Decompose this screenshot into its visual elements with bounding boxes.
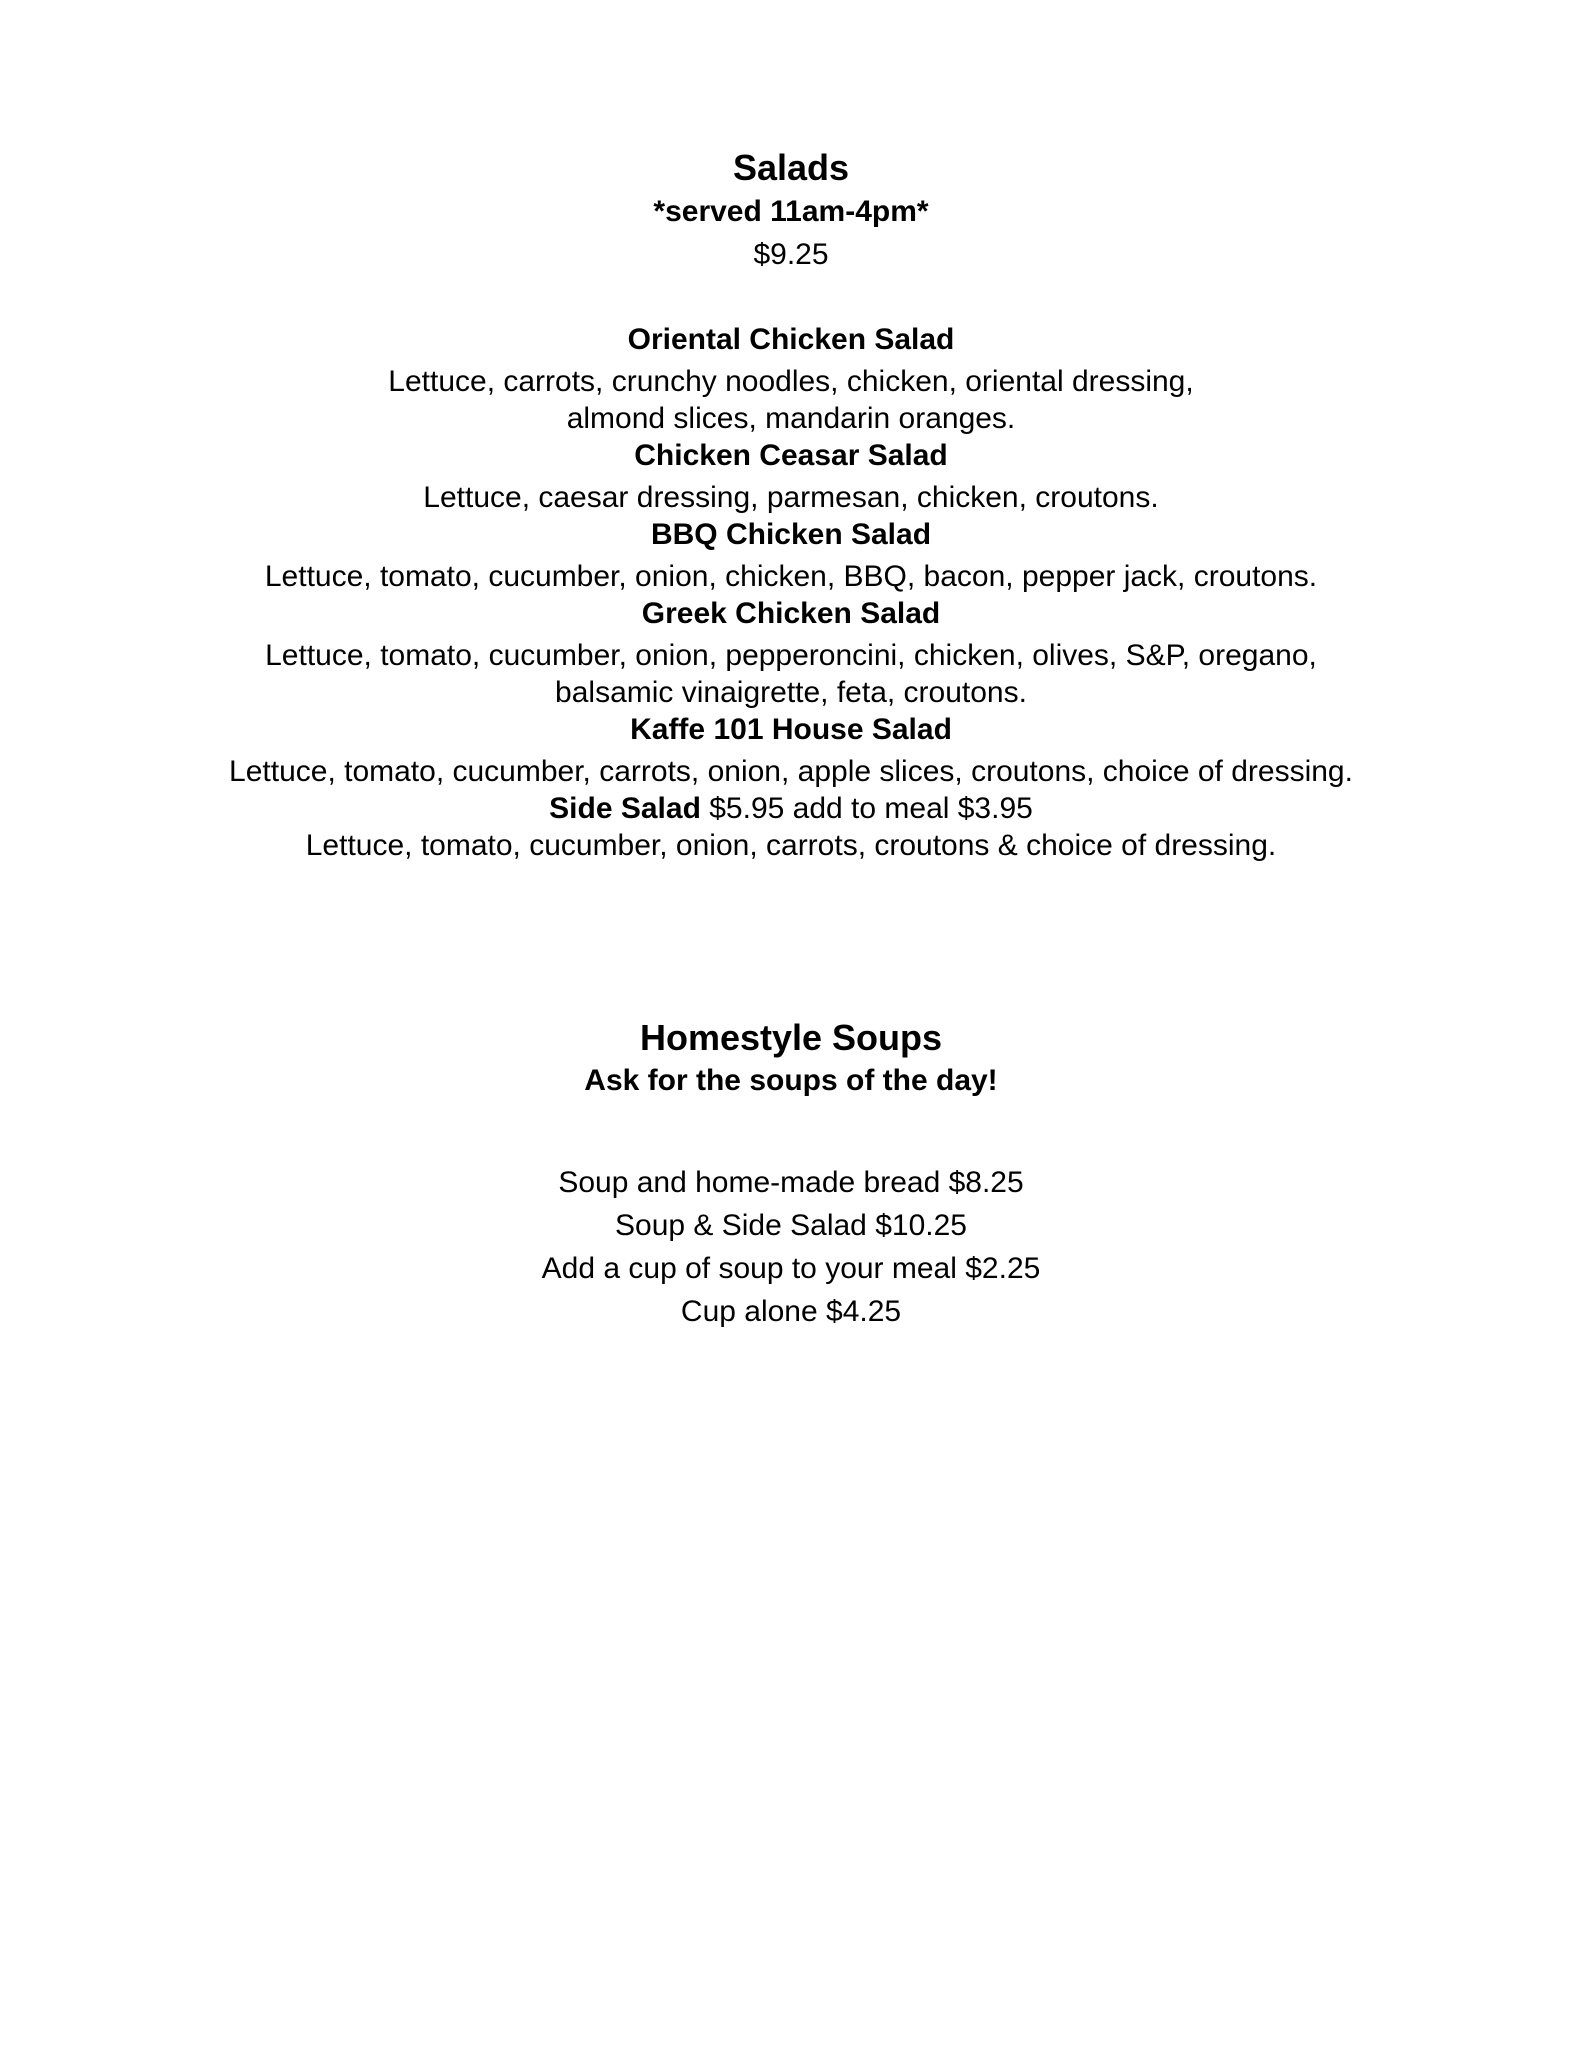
side-salad-name: Side Salad [549, 792, 701, 825]
salad-desc-greek-1: Lettuce, tomato, cucumber, onion, pepperoncini, chicken, olives, S&P, oregano, [265, 639, 1317, 672]
salad-name-house: Kaffe 101 House Salad [630, 713, 952, 746]
side-salad-desc: Lettuce, tomato, cucumber, onion, carrots, croutons & choice of dressing. [305, 829, 1277, 862]
soups-title: Homestyle Soups [639, 1017, 943, 1058]
soup-price-add-cup: Add a cup of soup to your meal $2.25 [541, 1252, 1041, 1285]
salad-desc-house: Lettuce, tomato, cucumber, carrots, onion, apple slices, croutons, choice of dressing. [229, 755, 1353, 788]
salad-desc-oriental-2: almond slices, mandarin oranges. [566, 402, 1016, 435]
soups-subtitle: Ask for the soups of the day! [584, 1064, 998, 1097]
side-salad-line [0, 791, 1582, 827]
salad-name-bbq: BBQ Chicken Salad [650, 518, 932, 551]
soup-price-cup-alone: Cup alone $4.25 [680, 1295, 902, 1328]
salad-desc-bbq: Lettuce, tomato, cucumber, onion, chicken, BBQ, bacon, pepper jack, croutons. [264, 560, 1318, 593]
salad-desc-oriental-1: Lettuce, carrots, crunchy noodles, chicken, oriental dressing, [388, 365, 1194, 398]
side-salad-price: $5.95 add to meal $3.95 [700, 792, 1033, 825]
salads-title: Salads [732, 147, 850, 188]
salad-name-oriental: Oriental Chicken Salad [627, 323, 955, 356]
salad-desc-greek-2: balsamic vinaigrette, feta, croutons. [555, 676, 1027, 709]
soup-price-side-salad: Soup & Side Salad $10.25 [615, 1209, 967, 1242]
salads-served-hours: *served 11am-4pm* [653, 195, 929, 228]
salad-desc-ceasar: Lettuce, caesar dressing, parmesan, chicken, croutons. [423, 481, 1159, 514]
soup-price-bread: Soup and home-made bread $8.25 [558, 1166, 1024, 1199]
salads-price: $9.25 [753, 238, 829, 271]
salad-name-ceasar: Chicken Ceasar Salad [634, 439, 948, 472]
salad-name-greek: Greek Chicken Salad [641, 597, 941, 630]
